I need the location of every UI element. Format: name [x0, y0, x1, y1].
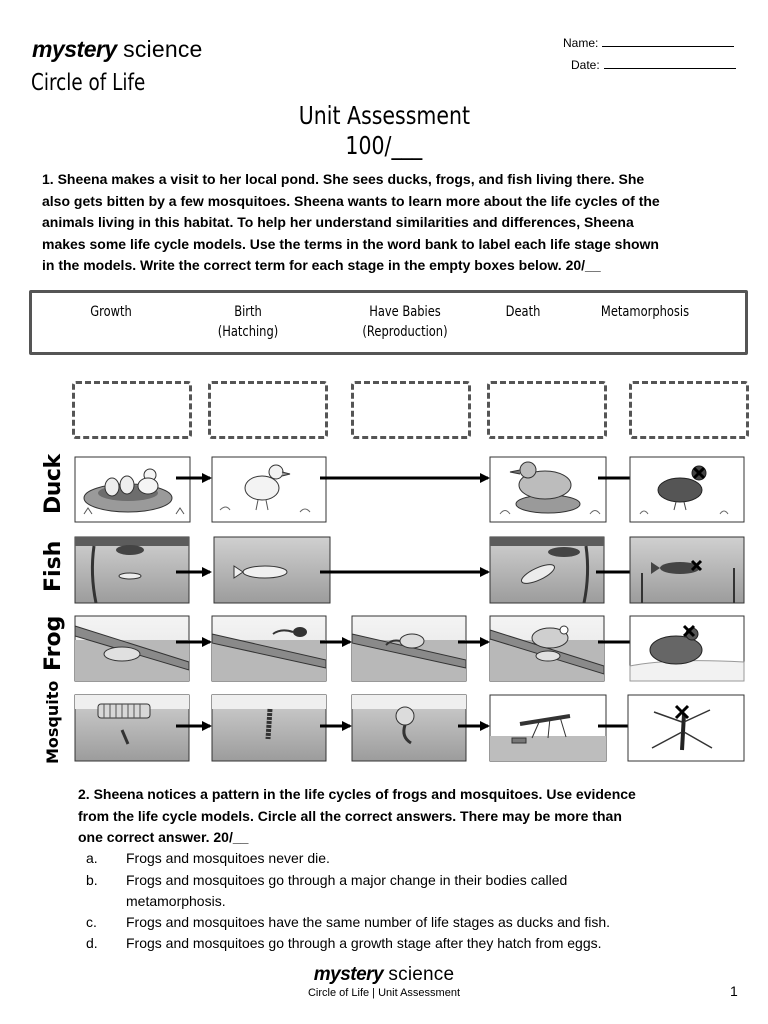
option-text: Frogs and mosquitoes never die. [126, 850, 330, 866]
fish-row [75, 537, 744, 603]
frog-laying-eggs-illustration [490, 616, 604, 681]
mosquito-laying-eggs-illustration [490, 695, 606, 761]
footer-logo-bold: mystery [313, 964, 384, 985]
mosquito-pupa-illustration [352, 695, 466, 761]
duck-laying-eggs-illustration [490, 457, 606, 522]
word-bank [29, 290, 748, 355]
assessment-score: 100/___ [345, 131, 423, 160]
word-bank-term: Have Babies (Reproduction) [362, 304, 448, 340]
footer-logo [0, 964, 768, 986]
question-2-line: one correct answer. 20/__ [78, 829, 249, 845]
duck-nest-eggs-illustration [75, 457, 190, 522]
answer-option-c[interactable] [86, 912, 706, 933]
answer-box-1[interactable] [72, 381, 192, 439]
mosquito-larva-illustration [212, 695, 326, 761]
answer-box-5[interactable] [629, 381, 749, 439]
dead-frog-illustration [630, 616, 744, 681]
name-label: Name: [563, 36, 599, 50]
option-text: Frogs and mosquitoes have the same number of life stages as ducks and fish. [126, 914, 611, 930]
option-letter: c. [86, 914, 97, 930]
option-letter: a. [86, 850, 98, 866]
word-bank-term: Birth (Hatching) [217, 304, 279, 340]
option-text: Frogs and mosquitoes go through a major change in their bodies called metamorphosis. [126, 872, 568, 909]
assessment-title-wrap [0, 101, 768, 130]
answer-box-2[interactable] [208, 381, 328, 439]
answer-option-d[interactable] [86, 933, 706, 954]
young-fish-illustration [214, 537, 330, 603]
duckling-illustration [212, 457, 326, 522]
fish-eggs-illustration [75, 537, 189, 603]
footer-caption: Circle of Life | Unit Assessment [307, 987, 461, 999]
brand-logo-bold: mystery [32, 36, 117, 62]
answer-option-a[interactable] [86, 848, 706, 869]
option-letter: d. [86, 935, 98, 951]
option-letter: b. [86, 872, 98, 888]
question-1-line: makes some life cycle models. Use the terms in the word bank to label each life stage shown [42, 235, 659, 252]
word-bank-term: Metamorphosis [600, 304, 690, 320]
question-1-line: also gets bitten by a few mosquitoes. Sheena wants to learn more about the life cycles of the [42, 192, 660, 209]
tadpole-illustration [212, 616, 326, 681]
word-bank-term: Death [505, 304, 541, 320]
mosquito-row [75, 695, 744, 761]
mosquito-eggs-illustration [75, 695, 189, 761]
word-bank-term: Growth [90, 304, 132, 320]
answer-box-3[interactable] [351, 381, 471, 439]
frog-row [75, 616, 744, 681]
option-text: Frogs and mosquitoes go through a growth stage after they hatch from eggs. [126, 935, 602, 951]
dead-duck-illustration [630, 457, 744, 522]
duck-row [75, 457, 744, 522]
page-number: 1 [730, 983, 738, 999]
name-field[interactable] [563, 35, 734, 50]
question-1 [42, 169, 742, 277]
froglet-illustration [352, 616, 466, 681]
assessment-title: Unit Assessment [298, 101, 470, 130]
date-line[interactable] [604, 57, 736, 69]
row-label-fish: Fish [41, 540, 66, 592]
brand-logo-light: science [123, 36, 203, 62]
frog-eggs-illustration [75, 616, 189, 681]
name-line[interactable] [602, 35, 734, 47]
life-cycle-diagram [0, 440, 768, 770]
date-field[interactable] [571, 57, 736, 72]
date-label: Date: [571, 58, 600, 72]
unit-title: Circle of Life [31, 70, 146, 96]
question-2 [78, 784, 718, 849]
assessment-score-wrap [0, 131, 768, 160]
row-label-duck: Duck [41, 454, 66, 514]
dead-fish-illustration [630, 537, 744, 603]
question-1-line: 1. Sheena makes a visit to her local pond. She sees ducks, frogs, and fish living there. She [42, 171, 645, 187]
footer-logo-light: science [388, 964, 455, 985]
question-2-line: from the life cycle models. Circle all the correct answers. There may be more than [78, 807, 622, 824]
question-1-line: animals living in this habitat. To help her understand similarities and differences, Sheena [42, 214, 634, 230]
answer-box-4[interactable] [487, 381, 607, 439]
dead-mosquito-illustration [628, 695, 744, 761]
answer-option-b[interactable] [86, 870, 706, 912]
question-1-line: in the models. Write the correct term for each stage in the empty boxes below. 20/__ [42, 257, 601, 273]
fish-laying-eggs-illustration [490, 537, 604, 603]
row-label-frog: Frog [41, 615, 66, 671]
brand-logo [32, 36, 203, 62]
question-2-line: 2. Sheena notices a pattern in the life cycles of frogs and mosquitoes. Use evidence [78, 786, 636, 802]
row-label-mosquito: Mosquito [43, 680, 62, 764]
